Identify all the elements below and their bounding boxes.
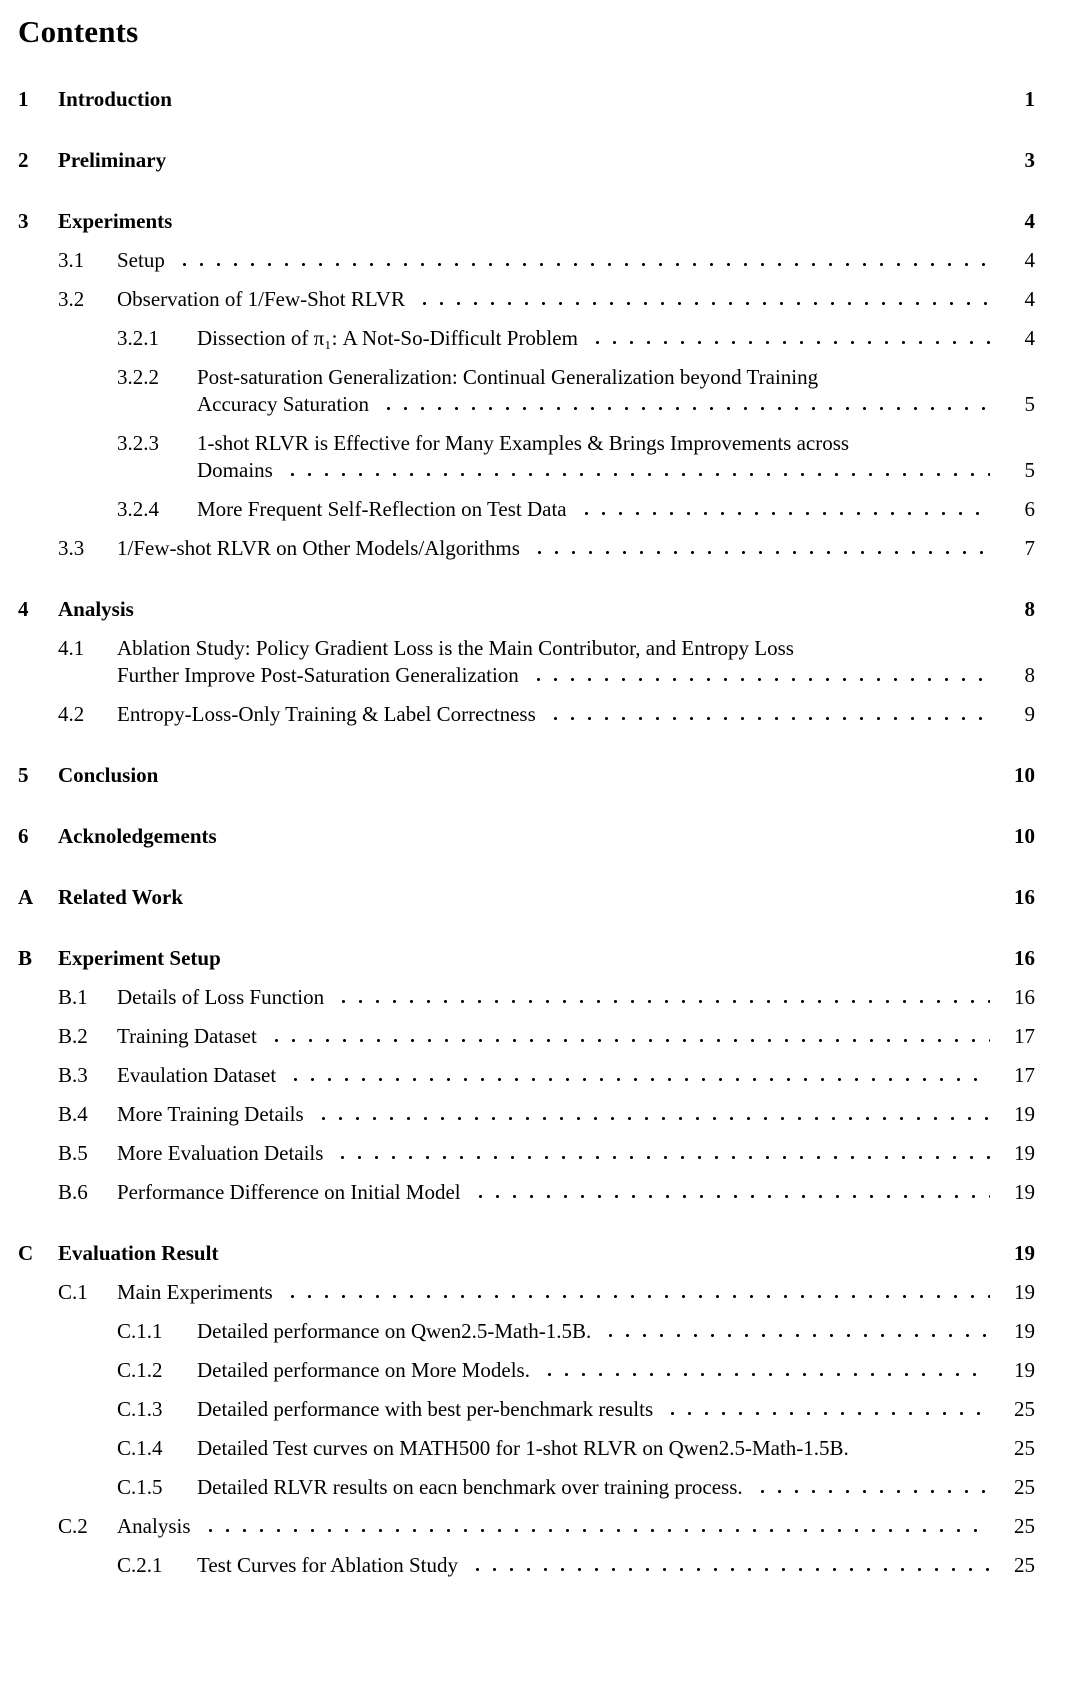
- toc-entry-B.3[interactable]: [18, 1062, 1035, 1089]
- toc-entry-number: C.1: [58, 1280, 88, 1304]
- toc-entry-number: C.1.1: [117, 1319, 163, 1343]
- dot-leader: [174, 262, 990, 267]
- toc-entry-number: 3.2.3: [117, 431, 159, 455]
- toc-entry-page: 8: [1024, 663, 1035, 687]
- toc-entry-3.2.3[interactable]: [18, 430, 1035, 484]
- toc-entry-label: Details of Loss Function: [117, 985, 325, 1009]
- toc-entry-1[interactable]: [18, 86, 1035, 113]
- toc-entry-page: 25: [1014, 1436, 1035, 1460]
- toc-entry-label: Performance Difference on Initial Model: [117, 1180, 461, 1204]
- toc-entry-page: 5: [1024, 458, 1035, 482]
- toc-entry-label: Post-saturation Generalization: Continual Generalization beyond Training: [197, 365, 819, 389]
- toc-entry-page: 3: [1024, 148, 1035, 172]
- toc-entry-label: Evaulation Dataset: [117, 1063, 277, 1087]
- toc-entry-page: 19: [1014, 1180, 1035, 1204]
- toc-entry-number: 6: [18, 824, 29, 848]
- toc-entry-page: 4: [1024, 326, 1035, 350]
- toc-entry-number: C.1.2: [117, 1358, 163, 1382]
- toc-entry-page: 4: [1024, 209, 1035, 233]
- toc-entry-number: 4.2: [58, 702, 85, 726]
- toc-entry-3.2[interactable]: [18, 286, 1035, 313]
- toc-entry-5[interactable]: [18, 762, 1035, 789]
- toc-entry-number: C: [18, 1241, 34, 1265]
- toc-entry-2[interactable]: [18, 147, 1035, 174]
- toc-entry-number: B.5: [58, 1141, 88, 1165]
- toc-entry-number: 2: [18, 148, 29, 172]
- toc-entry-page: 19: [1014, 1141, 1035, 1165]
- toc-entry-number: A: [18, 885, 34, 909]
- toc-entry-number: 3.3: [58, 536, 85, 560]
- toc-entry-page: 10: [1014, 824, 1035, 848]
- dot-leader: [282, 472, 990, 477]
- toc-entry-4.2[interactable]: [18, 701, 1035, 728]
- toc-entry-page: 25: [1014, 1514, 1035, 1538]
- toc-entry-page: 8: [1024, 597, 1035, 621]
- dot-leader: [545, 716, 990, 721]
- dot-leader: [175, 162, 990, 167]
- toc-entry-label: Detailed performance on More Models.: [197, 1358, 530, 1382]
- toc-entry-page: 5: [1024, 392, 1035, 416]
- toc-entry-label: Entropy-Loss-Only Training & Label Correctness: [117, 702, 536, 726]
- toc-entry-label: Detailed Test curves on MATH500 for 1-shot RLVR on Qwen2.5-Math-1.5B.: [197, 1436, 849, 1460]
- dot-leader: [181, 101, 990, 106]
- toc-entry-page: 25: [1014, 1397, 1035, 1421]
- toc-entry-page: 7: [1024, 536, 1035, 560]
- toc-entry-number: 4.1: [58, 636, 85, 660]
- dot-leader: [181, 223, 990, 228]
- toc-entry-label: Conclusion: [58, 763, 159, 787]
- toc-entry-label-continuation-line: [197, 391, 1035, 418]
- toc-entry-number: 4: [18, 597, 29, 621]
- dot-leader: [528, 677, 990, 682]
- toc-entry-number: B.4: [58, 1102, 88, 1126]
- toc-entry-number: C.1.5: [117, 1475, 163, 1499]
- toc-entry-page: 19: [1014, 1102, 1035, 1126]
- toc-entry-number: 3.2.2: [117, 365, 159, 389]
- toc-entry-3.3[interactable]: [18, 535, 1035, 562]
- toc-entry-label: 1/Few-shot RLVR on Other Models/Algorithms: [117, 536, 520, 560]
- toc-entry-4.1[interactable]: [18, 635, 1035, 689]
- toc-entry-label-continuation-line: [117, 662, 1035, 689]
- toc-entry-page: 25: [1014, 1553, 1035, 1577]
- toc-entry-label: Observation of 1/Few-Shot RLVR: [117, 287, 405, 311]
- toc-entry-number: 3: [18, 209, 29, 233]
- toc-entry-number: 5: [18, 763, 29, 787]
- toc-entry-label: Introduction: [58, 87, 172, 111]
- toc-entry-4[interactable]: [18, 596, 1035, 623]
- dot-leader: [332, 1155, 990, 1160]
- toc-entry-number: 3.2.1: [117, 326, 159, 350]
- toc-entry-C.1.3[interactable]: [18, 1396, 1035, 1423]
- toc-entry-label-continuation-line: [197, 457, 1035, 484]
- toc-entry-6[interactable]: [18, 823, 1035, 850]
- toc-entry-label: More Evaluation Details: [117, 1141, 324, 1165]
- toc-entry-label: Experiments: [58, 209, 173, 233]
- dot-leader: [192, 899, 990, 904]
- toc-entry-text: [117, 635, 1035, 689]
- toc-entry-number: C.1.3: [117, 1397, 163, 1421]
- dot-leader: [143, 611, 990, 616]
- toc-entry-label: 1-shot RLVR is Effective for Many Examples & Brings Improvements across: [197, 431, 850, 455]
- dot-leader: [539, 1372, 990, 1377]
- toc-entry-C.2.1[interactable]: [18, 1552, 1035, 1579]
- toc-entry-C.1[interactable]: [18, 1279, 1035, 1306]
- toc-entry-label: Detailed RLVR results on eacn benchmark over training process.: [197, 1475, 743, 1499]
- toc-entry-page: 1: [1024, 87, 1035, 111]
- toc-entry-page: 19: [1014, 1358, 1035, 1382]
- toc-entry-3.2.4[interactable]: [18, 496, 1035, 523]
- dot-leader: [285, 1077, 990, 1082]
- toc-entry-page: 6: [1024, 497, 1035, 521]
- dot-leader: [378, 406, 990, 411]
- toc-entry-page: 17: [1014, 1024, 1035, 1048]
- toc-entry-text: [197, 430, 1035, 484]
- toc-entry-label-continuation: Accuracy Saturation: [197, 392, 370, 416]
- dot-leader: [200, 1528, 991, 1533]
- toc-entry-label: More Training Details: [117, 1102, 304, 1126]
- toc-entry-page: 17: [1014, 1063, 1035, 1087]
- toc-entry-page: 10: [1014, 763, 1035, 787]
- dot-leader: [226, 838, 990, 843]
- toc-entry-number: 3.2: [58, 287, 85, 311]
- dot-leader: [662, 1411, 990, 1416]
- toc-entry-page: 16: [1014, 985, 1035, 1009]
- toc-entry-label: Dissection of π₁: A Not-So-Difficult Problem: [197, 326, 578, 350]
- toc-entry-label: Main Experiments: [117, 1280, 273, 1304]
- toc-entry-label: Analysis: [117, 1514, 191, 1538]
- toc-entry-page: 19: [1014, 1280, 1035, 1304]
- toc-entry-number: B: [18, 946, 33, 970]
- toc-entry-A[interactable]: [18, 884, 1035, 911]
- toc-entry-B.1[interactable]: [18, 984, 1035, 1011]
- toc-entry-number: C.2.1: [117, 1553, 163, 1577]
- toc-entry-C[interactable]: [18, 1240, 1035, 1267]
- toc-entry-text: [197, 364, 1035, 418]
- dot-leader: [167, 777, 990, 782]
- toc-entry-label: Related Work: [58, 885, 184, 909]
- toc-entry-number: B.1: [58, 985, 88, 1009]
- toc-entry-label: Detailed performance on Qwen2.5-Math-1.5B.: [197, 1319, 592, 1343]
- toc-entry-label: Preliminary: [58, 148, 167, 172]
- toc-entry-label: Experiment Setup: [58, 946, 221, 970]
- toc-entry-C.1.1[interactable]: [18, 1318, 1035, 1345]
- dot-leader: [333, 999, 990, 1004]
- toc-entry-B.6[interactable]: [18, 1179, 1035, 1206]
- toc-entry-label: Analysis: [58, 597, 134, 621]
- toc-entry-page: 16: [1014, 885, 1035, 909]
- toc-list: [18, 86, 1035, 1579]
- toc-entry-page: 4: [1024, 248, 1035, 272]
- toc-entry-page: 4: [1024, 287, 1035, 311]
- toc-entry-label-continuation: Domains: [197, 458, 273, 482]
- dot-leader: [313, 1116, 990, 1121]
- toc-entry-label: Detailed performance with best per-benchmark results: [197, 1397, 654, 1421]
- dot-leader: [470, 1194, 990, 1199]
- toc-entry-B.5[interactable]: [18, 1140, 1035, 1167]
- toc-entry-label-continuation: Further Improve Post-Saturation Generalization: [117, 663, 519, 687]
- dot-leader: [282, 1294, 990, 1299]
- dot-leader: [858, 1450, 990, 1455]
- toc-entry-label: Setup: [117, 248, 165, 272]
- page-title: Contents: [18, 14, 139, 49]
- toc-entry-page: 25: [1014, 1475, 1035, 1499]
- dot-leader: [227, 1255, 990, 1260]
- toc-entry-page: 19: [1014, 1319, 1035, 1343]
- toc-entry-number: B.6: [58, 1180, 88, 1204]
- toc-entry-B.4[interactable]: [18, 1101, 1035, 1128]
- toc-entry-number: C.1.4: [117, 1436, 163, 1460]
- dot-leader: [752, 1489, 990, 1494]
- toc-entry-number: 3.1: [58, 248, 85, 272]
- toc-entry-3.2.1[interactable]: [18, 325, 1035, 352]
- toc-entry-number: B.3: [58, 1063, 88, 1087]
- dot-leader: [230, 960, 990, 965]
- toc-entry-label: Ablation Study: Policy Gradient Loss is the Main Contributor, and Entropy Loss: [117, 636, 794, 660]
- toc-entry-label: Training Dataset: [117, 1024, 257, 1048]
- toc-entry-label: More Frequent Self-Reflection on Test Data: [197, 497, 567, 521]
- toc-entry-B.2[interactable]: [18, 1023, 1035, 1050]
- toc-entry-page: 16: [1014, 946, 1035, 970]
- dot-leader: [600, 1333, 990, 1338]
- dot-leader: [467, 1567, 990, 1572]
- toc-entry-C.2[interactable]: [18, 1513, 1035, 1540]
- dot-leader: [414, 301, 990, 306]
- toc-entry-label: Test Curves for Ablation Study: [197, 1553, 459, 1577]
- toc-entry-C.1.2[interactable]: [18, 1357, 1035, 1384]
- toc-entry-B[interactable]: [18, 945, 1035, 972]
- toc-entry-number: 3.2.4: [117, 497, 159, 521]
- dot-leader: [587, 340, 990, 345]
- toc-entry-3.1[interactable]: [18, 247, 1035, 274]
- toc-entry-3.2.2[interactable]: [18, 364, 1035, 418]
- toc-entry-C.1.5[interactable]: [18, 1474, 1035, 1501]
- toc-entry-number: B.2: [58, 1024, 88, 1048]
- dot-leader: [576, 511, 990, 516]
- toc-entry-number: C.2: [58, 1514, 88, 1538]
- dot-leader: [529, 550, 990, 555]
- toc-entry-page: 19: [1014, 1241, 1035, 1265]
- toc-entry-C.1.4[interactable]: [18, 1435, 1035, 1462]
- toc-entry-number: 1: [18, 87, 29, 111]
- toc-entry-3[interactable]: [18, 208, 1035, 235]
- dot-leader: [266, 1038, 990, 1043]
- toc-entry-label: Evaluation Result: [58, 1241, 219, 1265]
- toc-entry-label: Acknoledgements: [58, 824, 217, 848]
- toc-entry-page: 9: [1024, 702, 1035, 726]
